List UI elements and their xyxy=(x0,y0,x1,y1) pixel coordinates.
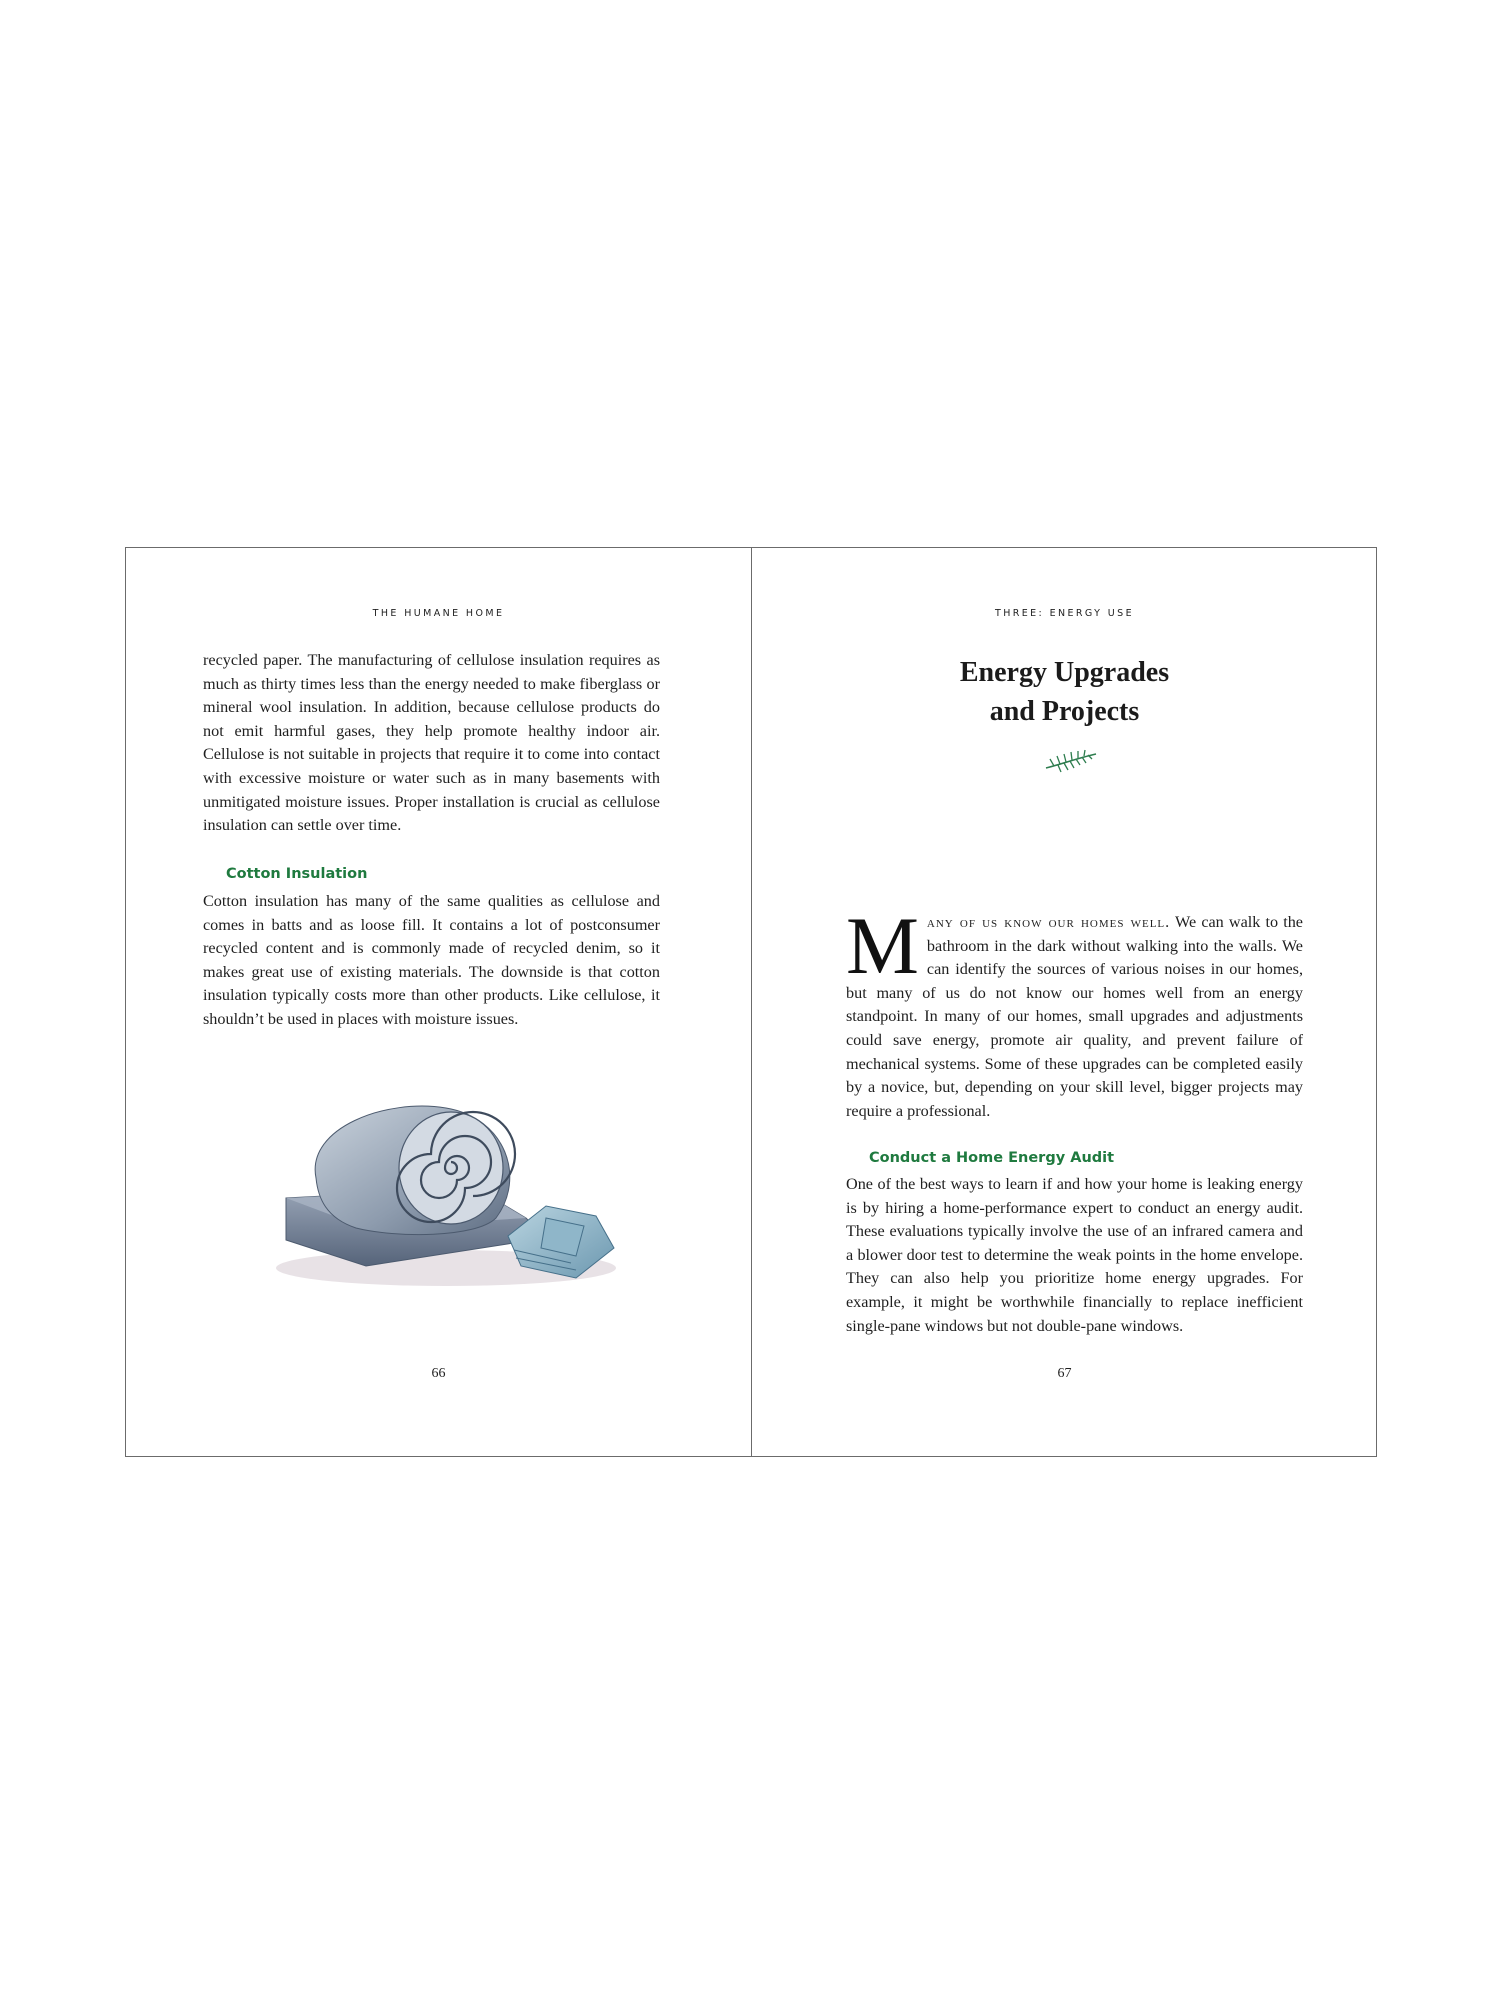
chapter-title-line: Energy Upgrades xyxy=(959,657,1170,688)
body-paragraph: One of the best ways to learn if and how your home is leaking energy is by hiring a home-performance expert to conduct an energy audit. These evaluations typically involve the use of an infrared camera and a blower door test to determine the weak points in the home envelope. They can also help you prioritize home energy upgrades. For example, it might be worthwhile financially to replace inefficient single-pane windows but not double-pane windows. xyxy=(846,1175,1303,1335)
section-subhead: Cotton Insulation xyxy=(226,866,368,882)
intro-smallcaps: any of us know our homes well. xyxy=(926,913,1171,931)
chapter-title xyxy=(752,653,1377,731)
body-paragraph: Cotton insulation has many of the same qualities as cellulose and comes in batts and as loose fill. It contains a lot of postconsumer recycled content and is commonly made of recycled denim, so it makes great use of existing materials. The downside is that cotton insulation typically costs more than other products. Like cellulose, it shouldn’t be used in places with moisture issues. xyxy=(203,892,660,1028)
left-page xyxy=(126,548,752,1456)
insulation-roll-illustration xyxy=(246,1088,646,1318)
intro-text: We can walk to the bathroom in the dark without walking into the walls. We can identify the sources of various noises in our homes, but many of us do not know our homes well from an energy standpoint. In many of our homes, small upgrades and adjustments could save energy, promote air quality, and prevent failure of mechanical systems. Some of these upgrades can be completed easily by a novice, but, depending on your skill level, bigger projects may require a professional. xyxy=(846,913,1303,1120)
section-subhead: Conduct a Home Energy Audit xyxy=(869,1150,1115,1166)
leaf-ornament-icon xyxy=(1044,748,1098,776)
chapter-title-line: and Projects xyxy=(989,696,1140,727)
page-number: 67 xyxy=(1057,1366,1072,1381)
running-head: THREE: ENERGY USE xyxy=(995,608,1134,619)
book-spread xyxy=(125,547,1377,1457)
right-page xyxy=(752,548,1377,1456)
running-head: THE HUMANE HOME xyxy=(372,608,505,619)
intro-paragraph xyxy=(846,900,1303,1123)
page-number: 66 xyxy=(431,1366,446,1381)
drop-cap: M xyxy=(846,900,919,991)
body-paragraph: recycled paper. The manufacturing of cellulose insulation requires as much as thirty times less than the energy needed to make fiberglass or mineral wool insulation. In addition, because cellulose products do not emit harmful gases, they help promote healthy indoor air. Cellulose is not suitable in projects that require it to come into contact with excessive moisture or water such as in many basements with unmitigated moisture issues. Proper installation is crucial as cellulose insulation can settle over time. xyxy=(203,651,660,835)
